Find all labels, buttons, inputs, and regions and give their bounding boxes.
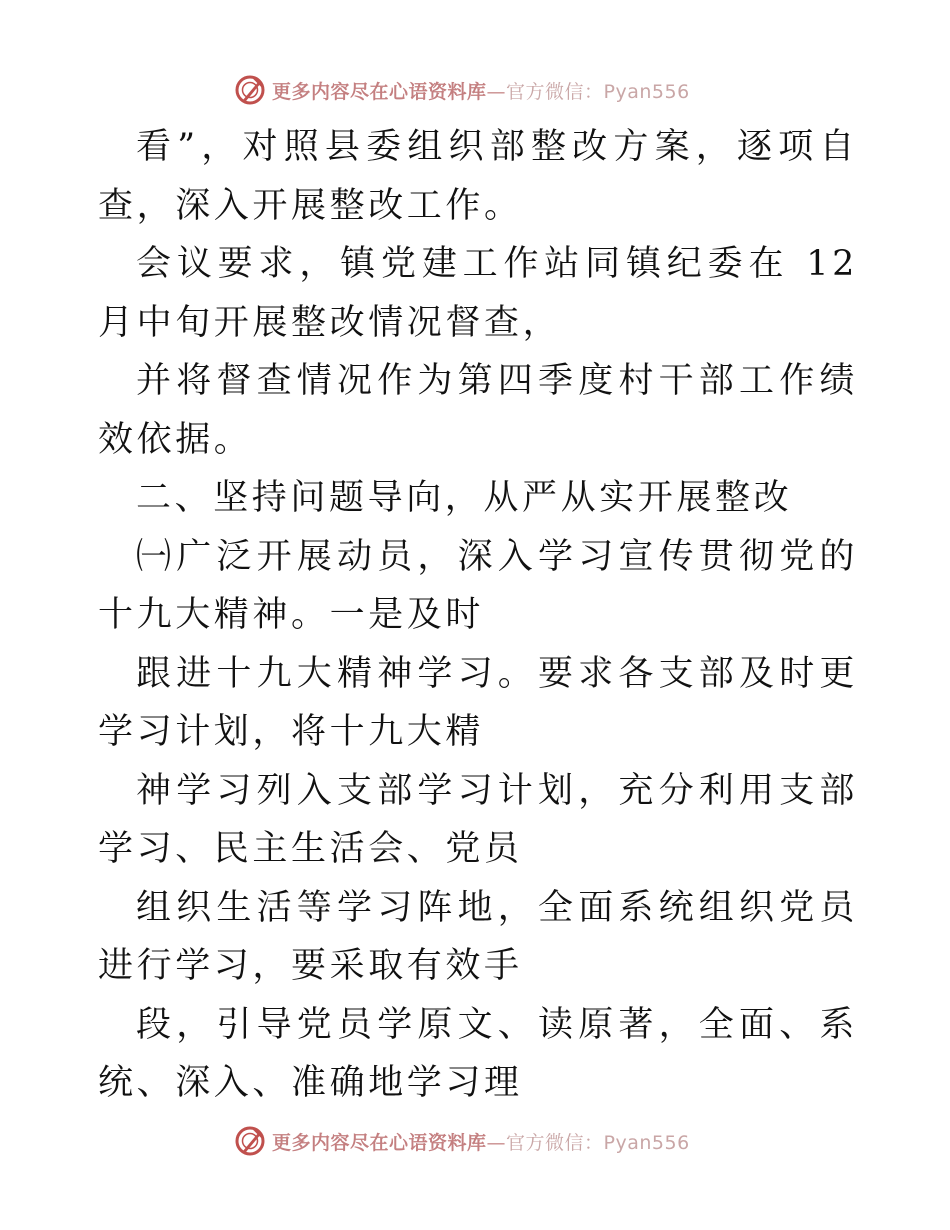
paragraph-8: 组织生活等学习阵地，全面系统组织党员进行学习，要采取有效手 [98,887,858,986]
banner-text [272,77,690,104]
banner-text [272,1128,690,1155]
quill-pen-logo-icon [234,74,266,106]
footer-banner [234,1124,690,1158]
banner-wechat-text: 官方微信：Pyan556 [506,80,690,103]
paragraph-2: 会议要求，镇党建工作站同镇纪委在 12 月中旬开展整改情况督查， [98,244,858,343]
paragraph-1: 看”，对照县委组织部整改方案，逐项自查，深入开展整改工作。 [98,127,858,226]
banner-lead-text: 更多内容尽在心语资料库 [272,1131,487,1154]
banner-wechat-text: 官方微信：Pyan556 [506,1131,690,1154]
banner-lead-text: 更多内容尽在心语资料库 [272,80,487,103]
paragraph-9: 段，引导党员学原文、读原著，全面、系统、深入、准确地学习理 [98,1004,858,1103]
document-body [98,118,858,1113]
paragraph-3: 并将督查情况作为第四季度村干部工作绩效依据。 [98,361,858,460]
header-banner [234,73,690,107]
section-heading: 二、坚持问题导向，从严从实开展整改 [136,478,793,518]
paragraph-7: 神学习列入支部学习计划，充分利用支部学习、民主生活会、党员 [98,770,858,869]
banner-dash: — [486,1131,507,1154]
banner-dash: — [486,80,507,103]
paragraph-5: ㈠广泛开展动员，深入学习宣传贯彻党的十九大精神。一是及时 [98,536,858,635]
quill-pen-logo-icon [234,1125,266,1157]
paragraph-6: 跟进十九大精神学习。要求各支部及时更学习计划，将十九大精 [98,653,858,752]
